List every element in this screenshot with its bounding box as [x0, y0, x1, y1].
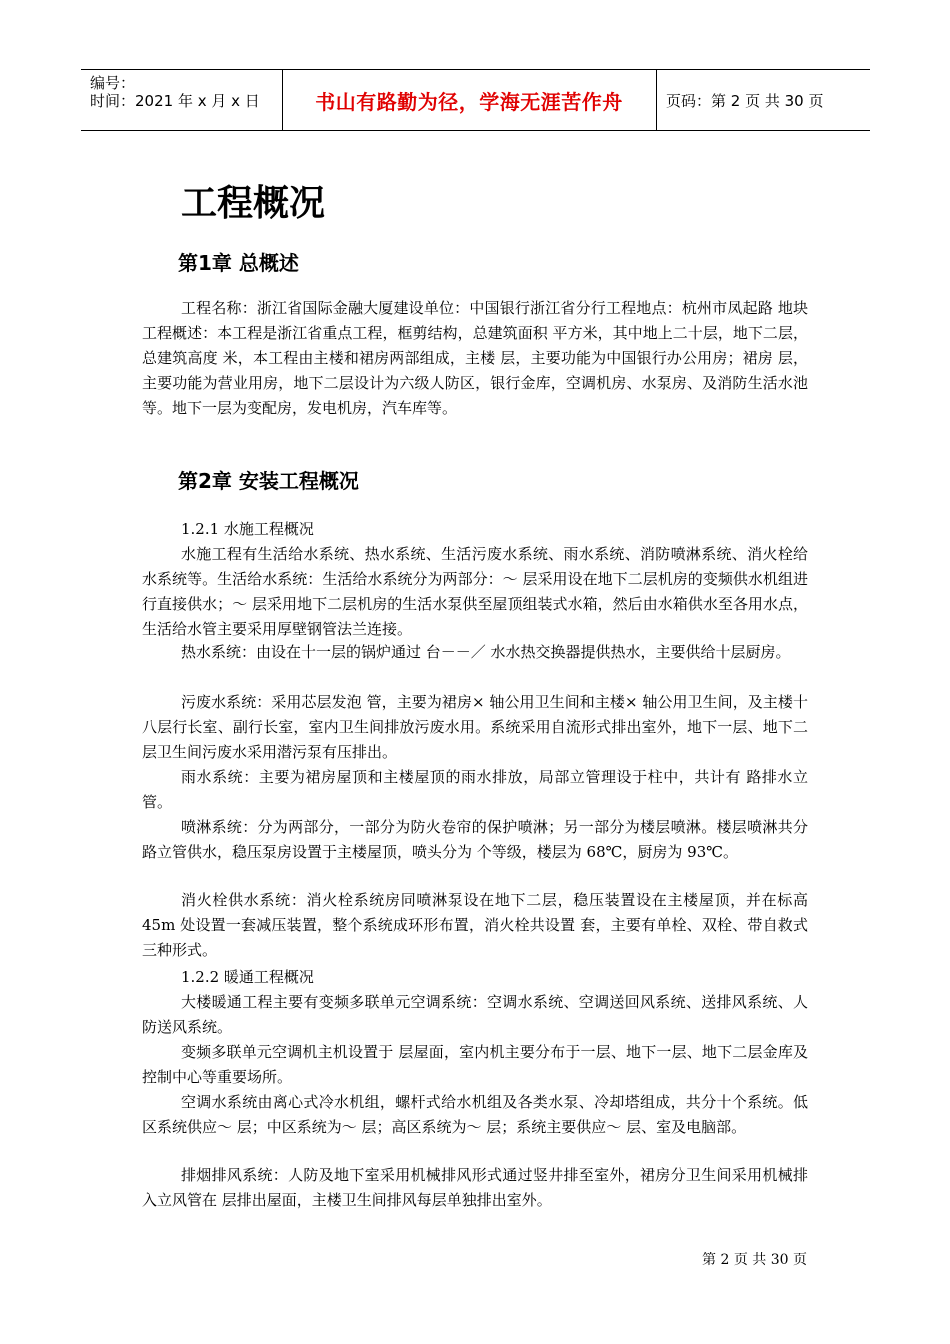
page-footer: 第 2 页 共 30 页	[702, 1252, 807, 1268]
header-motto: 书山有路勤为径，学海无涯苦作舟	[315, 89, 623, 114]
chapter-1-heading: 第1章 总概述	[178, 251, 299, 275]
document-title: 工程概况	[181, 183, 326, 224]
page-header	[81, 69, 870, 131]
chapter-2-heading: 第2章 安装工程概况	[178, 469, 359, 493]
vrf-paragraph: 变频多联单元空调机主机设置于 层屋面，室内机主要分布于一层、地下一层、地下二层金库及 控制中心等重要场所。	[142, 1043, 808, 1086]
document-number-label: 编号：	[90, 74, 136, 92]
exhaust-paragraph: 排烟排风系统：人防及地下室采用机械排风形式通过竖井排至室外，裙房分卫生间采用机械排入立风管在 层排出屋面，主楼卫生间排风每层单独排出室外。	[142, 1166, 808, 1209]
hot-water-paragraph: 热水系统：由设在十一层的锅炉通过 台－－／ 水水热交换器提供热水，主要供给十层厨房。	[181, 643, 791, 661]
header-page-code: 页码：第 2 页 共 30 页	[666, 91, 824, 110]
chilled-water-paragraph: 空调水系统由离心式冷水机组，螺杆式给水机组及各类水泵、冷却塔组成，共分十个系统。低区系统供应～ 层；中区系统为～ 层；高区系统为～ 层；系统主要供应～ 层、室及电脑部。	[142, 1093, 808, 1136]
rainwater-paragraph: 雨水系统：主要为裙房屋顶和主楼屋顶的雨水排放，局部立管理设于柱中，共计有 路排水立管。	[142, 768, 808, 811]
hydrant-paragraph: 消火栓供水系统：消火栓系统房同喷淋泵设在地下二层，稳压装置设在主楼屋顶，并在标高 45m 处设置一套减压装置，整个系统成环形布置，消火栓共设置 套，主要有单栓、双栓、带自救式三种形式。	[142, 891, 808, 959]
sprinkler-paragraph: 喷淋系统：分为两部分，一部分为防火卷帘的保护喷淋；另一部分为楼层喷淋。楼层喷淋共分 路立管供水，稳压泵房设置于主楼屋顶，喷头分为 个等级，楼层为 68℃，厨房为 93℃。	[142, 818, 808, 861]
section-1-2-2-heading: 1.2.2 暖通工程概况	[181, 968, 314, 986]
hvac-overview-paragraph: 大楼暖通工程主要有变频多联单元空调系统：空调水系统、空调送回风系统、送排风系统、人防送风系统。	[142, 993, 808, 1036]
header-meta	[90, 74, 282, 110]
document-date: 时间：2021 年 x 月 x 日	[90, 92, 260, 110]
section-1-2-1-heading: 1.2.1 水施工程概况	[181, 520, 314, 538]
water-supply-paragraph: 水施工程有生活给水系统、热水系统、生活污废水系统、雨水系统、消防喷淋系统、消火栓给水系统等。生活给水系统：生活给水系统分为两部分：～ 层采用设在地下二层机房的变频供水机组进行直接供水；～ 层采用地下二层机房的生活水泵供至屋顶组装式水箱，然后由水箱供水至各用水点，生活给水管主要采用厚壁钢管法兰连接。	[142, 545, 808, 638]
overview-paragraph: 工程名称：浙江省国际金融大厦建设单位：中国银行浙江省分行工程地点：杭州市凤起路 地块工程概述：本工程是浙江省重点工程，框剪结构，总建筑面积 平方米，其中地上二十层，地下二层，总建筑高度 米，本工程由主楼和裙房两部组成，主楼 层，主要功能为中国银行办公用房；裙房 层，主要功能为营业用房，地下二层设计为六级人防区，银行金库，空调机房、水泵房、及消防生活水池等。地下一层为变配房，发电机房，汽车库等。	[142, 299, 808, 417]
sewage-paragraph: 污废水系统：采用芯层发泡 管，主要为裙房× 轴公用卫生间和主楼× 轴公用卫生间，及主楼十八层行长室、副行长室，室内卫生间排放污废水用。系统采用自流形式排出室外，地下一层、地下二层卫生间污废水采用潜污泵有压排出。	[142, 693, 808, 761]
header-divider	[656, 70, 657, 130]
